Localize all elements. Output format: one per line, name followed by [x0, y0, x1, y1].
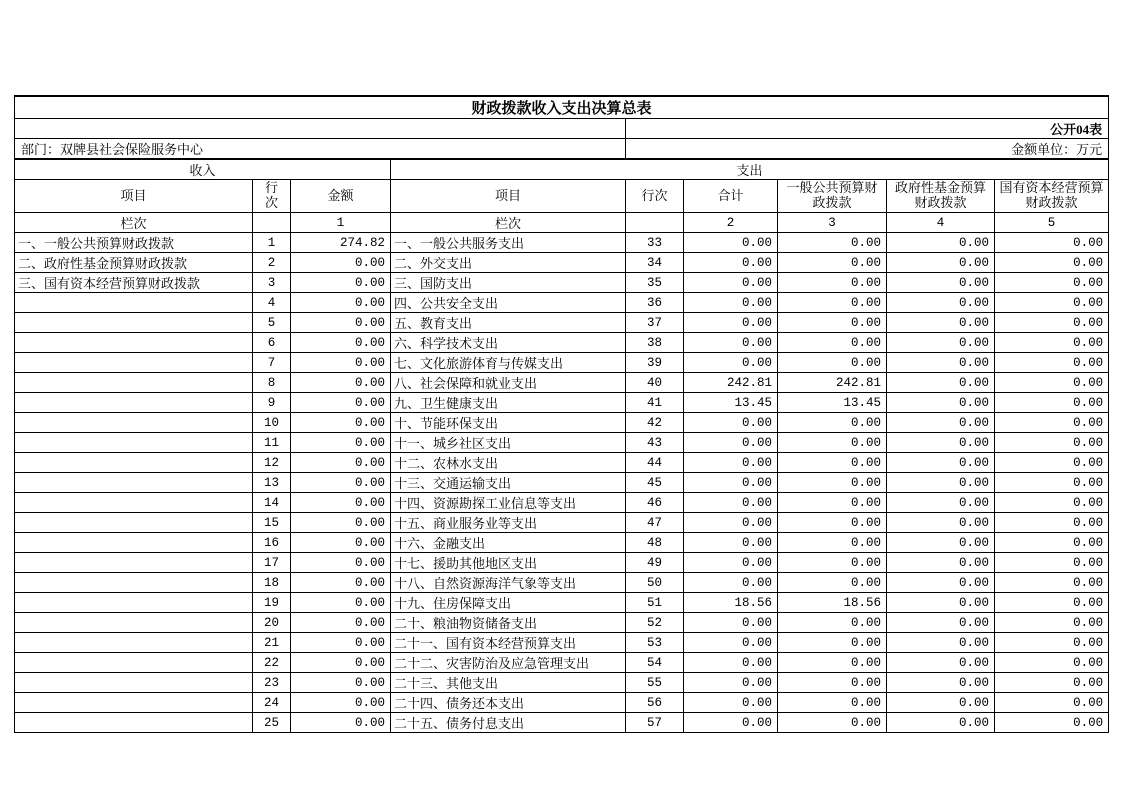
expense-total-cell: 0.00: [684, 613, 778, 633]
expense-general-cell: 0.00: [778, 233, 887, 253]
table-row: [15, 573, 1109, 593]
expense-line-cell: 34: [626, 253, 684, 273]
table-body: [15, 233, 1109, 733]
income-item-cell: [15, 313, 253, 333]
income-amount-cell: 0.00: [291, 713, 391, 733]
income-amount-cell: 274.82: [291, 233, 391, 253]
income-amount-header: 金额: [291, 180, 391, 213]
expense-state-capital-cell: 0.00: [995, 673, 1109, 693]
expense-total-cell: 0.00: [684, 513, 778, 533]
income-amount-cell: 0.00: [291, 413, 391, 433]
expense-line-cell: 44: [626, 453, 684, 473]
income-amount-cell: 0.00: [291, 393, 391, 413]
income-amount-cell: 0.00: [291, 633, 391, 653]
income-item-cell: [15, 333, 253, 353]
expense-total-cell: 0.00: [684, 693, 778, 713]
income-line-cell: 19: [253, 593, 291, 613]
expense-item-cell: 二、外交支出: [391, 253, 626, 273]
expense-state-capital-cell: 0.00: [995, 613, 1109, 633]
expense-gov-fund-cell: 0.00: [887, 453, 995, 473]
document-sheet: [14, 95, 1109, 733]
expense-line-cell: 53: [626, 633, 684, 653]
expense-total-cell: 0.00: [684, 493, 778, 513]
expense-state-capital-cell: 0.00: [995, 513, 1109, 533]
expense-gov-fund-cell: 0.00: [887, 593, 995, 613]
expense-total-cell: 0.00: [684, 673, 778, 693]
expense-col-label: 栏次: [391, 213, 626, 233]
income-line-cell: 21: [253, 633, 291, 653]
income-amount-cell: 0.00: [291, 533, 391, 553]
expense-item-cell: 四、公共安全支出: [391, 293, 626, 313]
expense-item-cell: 十六、金融支出: [391, 533, 626, 553]
expense-state-capital-cell: 0.00: [995, 413, 1109, 433]
income-item-cell: 一、一般公共预算财政拨款: [15, 233, 253, 253]
income-item-cell: [15, 533, 253, 553]
table-row: [15, 533, 1109, 553]
income-line-cell: 9: [253, 393, 291, 413]
income-line-col-number: [253, 213, 291, 233]
income-amount-cell: 0.00: [291, 373, 391, 393]
income-item-cell: [15, 713, 253, 733]
income-line-cell: 2: [253, 253, 291, 273]
expense-line-cell: 38: [626, 333, 684, 353]
expense-general-cell: 0.00: [778, 633, 887, 653]
expense-line-cell: 55: [626, 673, 684, 693]
income-amount-cell: 0.00: [291, 673, 391, 693]
table-row: [15, 393, 1109, 413]
table-row: [15, 693, 1109, 713]
expense-general-cell: 0.00: [778, 453, 887, 473]
expense-line-cell: 52: [626, 613, 684, 633]
expense-item-cell: 六、科学技术支出: [391, 333, 626, 353]
budget-final-accounts-table: [14, 95, 1109, 733]
table-row: [15, 553, 1109, 573]
expense-state-capital-cell: 0.00: [995, 353, 1109, 373]
expense-total-cell: 13.45: [684, 393, 778, 413]
expense-general-cell: 0.00: [778, 293, 887, 313]
income-line-cell: 3: [253, 273, 291, 293]
expense-general-cell: 0.00: [778, 573, 887, 593]
expense-general-cell: 0.00: [778, 533, 887, 553]
expense-total-cell: 0.00: [684, 653, 778, 673]
expense-item-cell: 二十一、国有资本经营预算支出: [391, 633, 626, 653]
page-title: 财政拨款收入支出决算总表: [15, 96, 1109, 119]
expense-general-cell: 242.81: [778, 373, 887, 393]
income-amount-cell: 0.00: [291, 513, 391, 533]
expense-total-cell: 0.00: [684, 453, 778, 473]
expense-line-cell: 39: [626, 353, 684, 373]
expense-line-cell: 43: [626, 433, 684, 453]
expense-state-capital-cell: 0.00: [995, 653, 1109, 673]
expense-item-cell: 十五、商业服务业等支出: [391, 513, 626, 533]
income-line-cell: 6: [253, 333, 291, 353]
income-item-cell: 二、政府性基金预算财政拨款: [15, 253, 253, 273]
income-item-cell: [15, 393, 253, 413]
expense-total-cell: 0.00: [684, 293, 778, 313]
expense-general-cell: 0.00: [778, 313, 887, 333]
expense-general-cell: 0.00: [778, 333, 887, 353]
income-item-cell: [15, 453, 253, 473]
expense-item-cell: 二十五、债务付息支出: [391, 713, 626, 733]
income-item-cell: [15, 573, 253, 593]
expense-line-col-number: [626, 213, 684, 233]
expense-state-capital-cell: 0.00: [995, 713, 1109, 733]
table-row: [15, 673, 1109, 693]
expense-item-cell: 十一、城乡社区支出: [391, 433, 626, 453]
income-line-cell: 18: [253, 573, 291, 593]
income-amount-cell: 0.00: [291, 613, 391, 633]
expense-item-cell: 二十二、灾害防治及应急管理支出: [391, 653, 626, 673]
expense-total-header: 合计: [684, 180, 778, 213]
expense-line-cell: 36: [626, 293, 684, 313]
section-row: [15, 159, 1109, 180]
expense-general-cell: 0.00: [778, 693, 887, 713]
expense-line-cell: 47: [626, 513, 684, 533]
table-row: [15, 633, 1109, 653]
income-line-cell: 15: [253, 513, 291, 533]
income-line-cell: 4: [253, 293, 291, 313]
income-item-cell: [15, 693, 253, 713]
expense-state-capital-cell: 0.00: [995, 473, 1109, 493]
expense-item-cell: 十四、资源勘探工业信息等支出: [391, 493, 626, 513]
income-amount-col-number: 1: [291, 213, 391, 233]
expense-line-cell: 57: [626, 713, 684, 733]
expense-state-capital-cell: 0.00: [995, 333, 1109, 353]
income-line-cell: 24: [253, 693, 291, 713]
expense-total-cell: 0.00: [684, 353, 778, 373]
income-item-cell: [15, 373, 253, 393]
table-row: [15, 233, 1109, 253]
income-line-cell: 10: [253, 413, 291, 433]
expense-general-budget-header: 一般公共预算财政拨款: [778, 180, 887, 213]
expense-gov-fund-cell: 0.00: [887, 433, 995, 453]
table-code: 公开04表: [626, 119, 1109, 139]
income-item-cell: [15, 633, 253, 653]
expense-state-capital-cell: 0.00: [995, 633, 1109, 653]
income-item-cell: [15, 493, 253, 513]
expense-item-cell: 八、社会保障和就业支出: [391, 373, 626, 393]
expense-gov-fund-cell: 0.00: [887, 293, 995, 313]
income-item-cell: [15, 613, 253, 633]
expense-line-cell: 40: [626, 373, 684, 393]
income-line-cell: 16: [253, 533, 291, 553]
expense-total-cell: 0.00: [684, 273, 778, 293]
expense-gov-fund-cell: 0.00: [887, 653, 995, 673]
expense-line-cell: 46: [626, 493, 684, 513]
income-item-header: 项目: [15, 180, 253, 213]
income-amount-cell: 0.00: [291, 433, 391, 453]
table-row: [15, 313, 1109, 333]
expense-total-cell: 0.00: [684, 433, 778, 453]
expense-state-capital-cell: 0.00: [995, 253, 1109, 273]
income-line-cell: 7: [253, 353, 291, 373]
expense-gov-fund-cell: 0.00: [887, 473, 995, 493]
expense-gov-fund-cell: 0.00: [887, 253, 995, 273]
expense-total-col-number: 2: [684, 213, 778, 233]
expense-total-cell: 18.56: [684, 593, 778, 613]
expense-general-cell: 0.00: [778, 413, 887, 433]
expense-gov-fund-cell: 0.00: [887, 413, 995, 433]
expense-line-cell: 56: [626, 693, 684, 713]
expense-item-header: 项目: [391, 180, 626, 213]
expense-line-header: 行次: [626, 180, 684, 213]
income-item-cell: [15, 673, 253, 693]
table-row: [15, 293, 1109, 313]
expense-general-cell: 13.45: [778, 393, 887, 413]
expense-total-cell: 0.00: [684, 253, 778, 273]
expense-item-cell: 二十四、债务还本支出: [391, 693, 626, 713]
expense-gov-fund-header: 政府性基金预算财政拨款: [887, 180, 995, 213]
expense-line-cell: 37: [626, 313, 684, 333]
expense-gov-fund-cell: 0.00: [887, 693, 995, 713]
income-line-cell: 13: [253, 473, 291, 493]
expense-item-cell: 三、国防支出: [391, 273, 626, 293]
expense-state-capital-cell: 0.00: [995, 593, 1109, 613]
expense-gov-fund-cell: 0.00: [887, 513, 995, 533]
expense-state-capital-cell: 0.00: [995, 493, 1109, 513]
expense-total-cell: 0.00: [684, 473, 778, 493]
expense-gov-fund-cell: 0.00: [887, 573, 995, 593]
expense-item-cell: 十、节能环保支出: [391, 413, 626, 433]
income-amount-cell: 0.00: [291, 493, 391, 513]
table-row: [15, 613, 1109, 633]
expense-general-cell: 0.00: [778, 493, 887, 513]
table-row: [15, 593, 1109, 613]
expense-gov-fund-cell: 0.00: [887, 333, 995, 353]
income-item-cell: [15, 473, 253, 493]
column-header-row: [15, 180, 1109, 213]
expense-total-cell: 0.00: [684, 633, 778, 653]
income-line-cell: 1: [253, 233, 291, 253]
expense-state-capital-header: 国有资本经营预算财政拨款: [995, 180, 1109, 213]
income-line-cell: 22: [253, 653, 291, 673]
income-amount-cell: 0.00: [291, 593, 391, 613]
expense-state-capital-cell: 0.00: [995, 453, 1109, 473]
table-row: [15, 513, 1109, 533]
income-line-cell: 12: [253, 453, 291, 473]
table-row: [15, 433, 1109, 453]
expense-item-cell: 十三、交通运输支出: [391, 473, 626, 493]
expense-item-cell: 十九、住房保障支出: [391, 593, 626, 613]
department-label: 部门：双牌县社会保险服务中心: [15, 139, 626, 160]
income-line-cell: 11: [253, 433, 291, 453]
expense-gov-fund-cell: 0.00: [887, 233, 995, 253]
expense-total-cell: 0.00: [684, 333, 778, 353]
income-amount-cell: 0.00: [291, 653, 391, 673]
expense-state-capital-col-number: 5: [995, 213, 1109, 233]
expense-total-cell: 0.00: [684, 573, 778, 593]
expense-state-capital-cell: 0.00: [995, 373, 1109, 393]
income-line-cell: 25: [253, 713, 291, 733]
expense-item-cell: 十七、援助其他地区支出: [391, 553, 626, 573]
expense-gov-fund-cell: 0.00: [887, 613, 995, 633]
expense-state-capital-cell: 0.00: [995, 573, 1109, 593]
expense-gov-fund-cell: 0.00: [887, 493, 995, 513]
expense-line-cell: 41: [626, 393, 684, 413]
column-number-row: [15, 213, 1109, 233]
income-line-header: [253, 180, 291, 213]
expense-gov-fund-cell: 0.00: [887, 673, 995, 693]
expense-state-capital-cell: 0.00: [995, 293, 1109, 313]
income-amount-cell: 0.00: [291, 313, 391, 333]
expense-line-cell: 48: [626, 533, 684, 553]
expense-gov-fund-cell: 0.00: [887, 713, 995, 733]
table-row: [15, 353, 1109, 373]
expense-general-cell: 0.00: [778, 473, 887, 493]
expense-general-cell: 0.00: [778, 433, 887, 453]
income-col-label: 栏次: [15, 213, 253, 233]
expense-total-cell: 0.00: [684, 313, 778, 333]
income-item-cell: [15, 553, 253, 573]
expense-state-capital-cell: 0.00: [995, 313, 1109, 333]
department-row: [15, 139, 1109, 160]
income-line-cell: 23: [253, 673, 291, 693]
expense-state-capital-cell: 0.00: [995, 393, 1109, 413]
expense-gov-fund-cell: 0.00: [887, 353, 995, 373]
expense-line-cell: 50: [626, 573, 684, 593]
expense-general-cell: 0.00: [778, 673, 887, 693]
income-line-cell: 14: [253, 493, 291, 513]
income-amount-cell: 0.00: [291, 253, 391, 273]
expense-total-cell: 0.00: [684, 233, 778, 253]
table-row: [15, 453, 1109, 473]
income-amount-cell: 0.00: [291, 273, 391, 293]
expense-total-cell: 0.00: [684, 553, 778, 573]
table-row: [15, 413, 1109, 433]
expense-total-cell: 242.81: [684, 373, 778, 393]
expense-state-capital-cell: 0.00: [995, 533, 1109, 553]
expense-state-capital-cell: 0.00: [995, 273, 1109, 293]
title-row: [15, 96, 1109, 119]
expense-state-capital-cell: 0.00: [995, 553, 1109, 573]
income-item-cell: [15, 593, 253, 613]
income-item-cell: [15, 293, 253, 313]
expense-state-capital-cell: 0.00: [995, 433, 1109, 453]
income-amount-cell: 0.00: [291, 693, 391, 713]
expense-gov-fund-cell: 0.00: [887, 313, 995, 333]
table-code-row: [15, 119, 1109, 139]
expense-gov-fund-cell: 0.00: [887, 533, 995, 553]
expense-gov-fund-cell: 0.00: [887, 633, 995, 653]
expense-item-cell: 十八、自然资源海洋气象等支出: [391, 573, 626, 593]
expense-general-col-number: 3: [778, 213, 887, 233]
income-line-cell: 17: [253, 553, 291, 573]
income-item-cell: [15, 653, 253, 673]
income-amount-cell: 0.00: [291, 473, 391, 493]
expense-line-cell: 54: [626, 653, 684, 673]
expense-item-cell: 九、卫生健康支出: [391, 393, 626, 413]
expense-general-cell: 0.00: [778, 353, 887, 373]
income-item-cell: [15, 433, 253, 453]
expense-gov-fund-cell: 0.00: [887, 553, 995, 573]
income-amount-cell: 0.00: [291, 573, 391, 593]
expense-general-cell: 0.00: [778, 253, 887, 273]
meta-empty-cell: [15, 119, 626, 139]
expense-general-cell: 0.00: [778, 713, 887, 733]
amount-unit-label: 金额单位：万元: [626, 139, 1109, 160]
expense-line-cell: 45: [626, 473, 684, 493]
income-line-cell: 5: [253, 313, 291, 333]
table-row: [15, 373, 1109, 393]
expense-gov-fund-cell: 0.00: [887, 273, 995, 293]
expense-state-capital-cell: 0.00: [995, 233, 1109, 253]
table-row: [15, 333, 1109, 353]
table-row: [15, 713, 1109, 733]
income-section-title: 收入: [15, 159, 391, 180]
income-amount-cell: 0.00: [291, 353, 391, 373]
expense-line-cell: 51: [626, 593, 684, 613]
income-item-cell: [15, 413, 253, 433]
income-amount-cell: 0.00: [291, 293, 391, 313]
expense-line-cell: 33: [626, 233, 684, 253]
income-item-cell: [15, 513, 253, 533]
expense-total-cell: 0.00: [684, 713, 778, 733]
expense-gov-fund-cell: 0.00: [887, 393, 995, 413]
expense-general-cell: 0.00: [778, 553, 887, 573]
expense-item-cell: 十二、农林水支出: [391, 453, 626, 473]
expense-state-capital-cell: 0.00: [995, 693, 1109, 713]
expenditure-section-title: 支出: [391, 159, 1109, 180]
income-amount-cell: 0.00: [291, 453, 391, 473]
income-amount-cell: 0.00: [291, 333, 391, 353]
income-line-header-text: 行次: [264, 180, 278, 210]
income-item-cell: 三、国有资本经营预算财政拨款: [15, 273, 253, 293]
expense-general-cell: 0.00: [778, 613, 887, 633]
expense-total-cell: 0.00: [684, 413, 778, 433]
expense-line-cell: 49: [626, 553, 684, 573]
income-line-cell: 8: [253, 373, 291, 393]
income-amount-cell: 0.00: [291, 553, 391, 573]
expense-general-cell: 0.00: [778, 513, 887, 533]
expense-item-cell: 二十、粮油物资储备支出: [391, 613, 626, 633]
table-row: [15, 273, 1109, 293]
expense-line-cell: 42: [626, 413, 684, 433]
expense-item-cell: 一、一般公共服务支出: [391, 233, 626, 253]
expense-general-cell: 18.56: [778, 593, 887, 613]
expense-item-cell: 七、文化旅游体育与传媒支出: [391, 353, 626, 373]
table-row: [15, 653, 1109, 673]
table-row: [15, 473, 1109, 493]
expense-total-cell: 0.00: [684, 533, 778, 553]
expense-line-cell: 35: [626, 273, 684, 293]
expense-item-cell: 五、教育支出: [391, 313, 626, 333]
expense-gov-fund-col-number: 4: [887, 213, 995, 233]
expense-general-cell: 0.00: [778, 273, 887, 293]
expense-general-cell: 0.00: [778, 653, 887, 673]
expense-item-cell: 二十三、其他支出: [391, 673, 626, 693]
income-line-cell: 20: [253, 613, 291, 633]
expense-gov-fund-cell: 0.00: [887, 373, 995, 393]
table-row: [15, 493, 1109, 513]
income-item-cell: [15, 353, 253, 373]
table-row: [15, 253, 1109, 273]
